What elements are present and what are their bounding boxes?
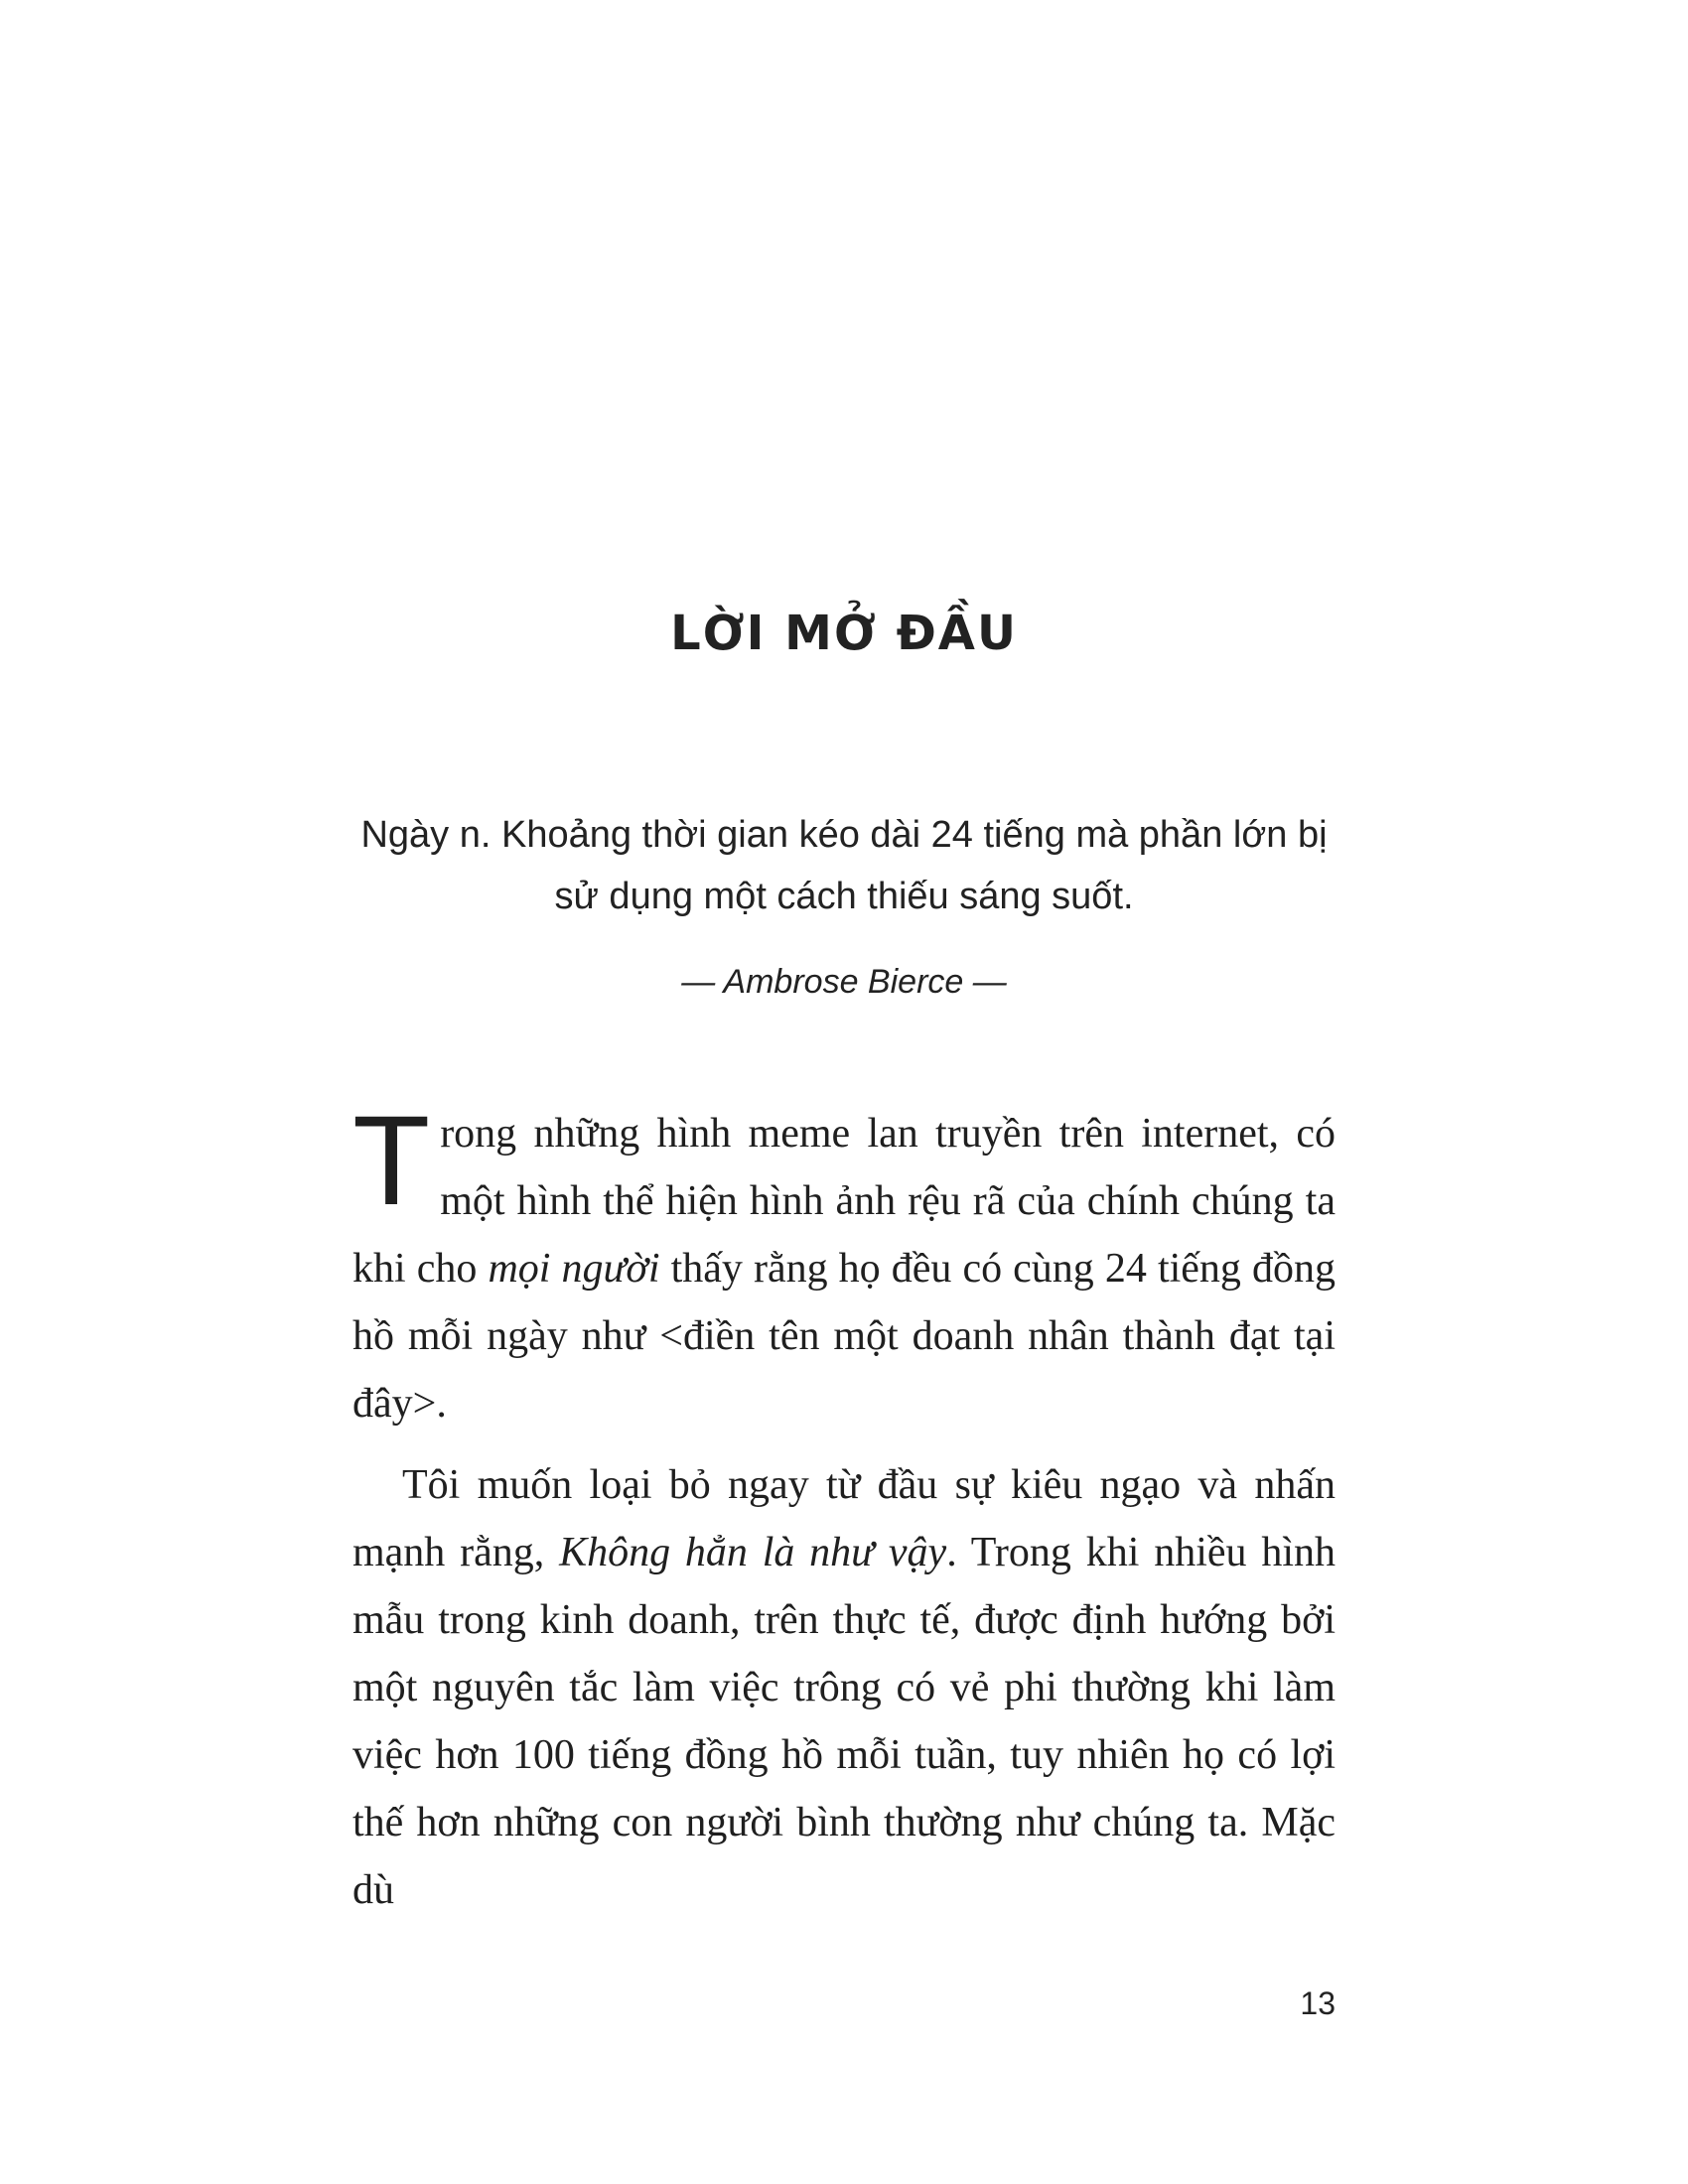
paragraph-2 — [352, 1451, 1336, 1924]
paragraph-2-text-a: Tôi muốn loại bỏ ngay từ đầu sự kiêu ngạo và nhấn mạnh rằng, — [352, 1462, 1336, 1575]
epigraph-author: — Ambrose Bierce — — [681, 963, 1007, 1001]
paragraph-2-text-b: . Trong khi nhiều hình mẫu trong kinh doanh, trên thực tế, được định hướng bởi một nguyên tắc làm việc trông có vẻ phi thường khi làm việc hơn 100 tiếng đồng hồ mỗi tuần, tuy nhiên họ có lợi thế hơn những con người bình thường như chúng ta. Mặc dù — [352, 1530, 1336, 1913]
body-text — [352, 1090, 1336, 1924]
paragraph-1-text-a: rong những hình meme lan truyền trên internet, có một hình thể hiện hình ảnh rệu rã của chính chúng ta khi cho — [352, 1111, 1336, 1292]
page-number: 13 — [1300, 1985, 1336, 2021]
paragraph-1 — [352, 1090, 1336, 1437]
paragraph-1-text-b: thấy rằng họ đều có cùng 24 tiếng đồng hồ mỗi ngày như <điền tên một doanh nhân thành đạt tại đây>. — [352, 1246, 1336, 1427]
epigraph-quote: Ngày n. Khoảng thời gian kéo dài 24 tiếng mà phần lớn bị sử dụng một cách thiếu sáng suốt. — [360, 814, 1328, 917]
paragraph-1-emphasis: mọi người — [488, 1246, 660, 1292]
chapter-title: LỜI MỞ ĐẦU — [670, 606, 1018, 661]
drop-cap: T — [352, 1090, 431, 1232]
paragraph-2-emphasis: Không hẳn là như vậy — [559, 1530, 947, 1575]
